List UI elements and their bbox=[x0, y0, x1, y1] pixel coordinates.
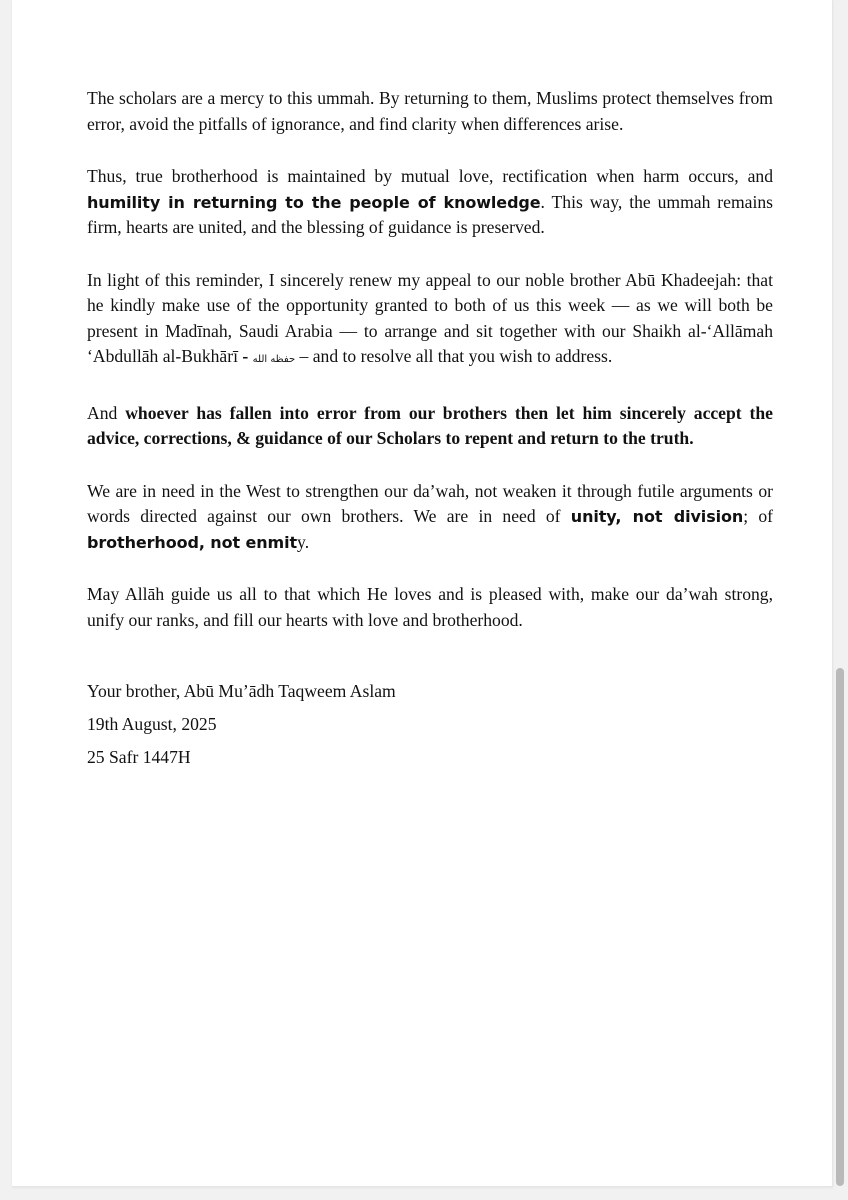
paragraph-true-brotherhood bbox=[87, 164, 773, 241]
dash-bold: - bbox=[242, 346, 253, 366]
emphasis-humility: humility in returning to the people of knowledge bbox=[87, 192, 541, 212]
signature-date-gregorian: 19th August, 2025 bbox=[87, 714, 217, 734]
paragraph-text: . This way, the ummah remains firm, hearts are united, and the blessing of guidance is preserved. bbox=[87, 191, 773, 237]
paragraph-scholars-mercy bbox=[87, 86, 773, 137]
paragraph-text: In light of this reminder, I sincerely renew my appeal to our noble brother Abū Khadeejah: that he kindly make use of the opportunity granted to both of us this week — as we will both be present in Madīnah, Saudi Arabia — to arrange and sit together with our Shaikh al-‘Allāmah ‘Abdullāh al-Bukhārī bbox=[87, 269, 773, 366]
paragraph-text: Thus, true brotherhood is maintained by mutual love, rectification when harm occurs, and bbox=[87, 166, 773, 186]
paragraph-text: We are in need in the West to strengthen our da’wah, not weaken it through futile arguments or words directed against our own brothers. We are in need of bbox=[87, 480, 773, 526]
arabic-honorific: حفظه الله bbox=[252, 354, 296, 365]
signature-name: Your brother, Abū Mu’ādh Taqweem Aslam bbox=[87, 681, 396, 701]
emphasis-brotherhood: brotherhood, not enmit bbox=[87, 532, 298, 552]
paragraph-appeal bbox=[87, 268, 773, 373]
vertical-scrollbar-thumb[interactable] bbox=[836, 668, 844, 1186]
paragraph-text: May Allāh guide us all to that which He loves and is pleased with, make our da’wah strong, unify our ranks, and fill our hearts with love and brotherhood. bbox=[87, 584, 773, 630]
paragraph-text: The scholars are a mercy to this ummah. By returning to them, Muslims protect themselves from error, avoid the pitfalls of ignorance, and find clarity when differences arise. bbox=[87, 88, 773, 134]
emphasis-repent: whoever has fallen into error from our brothers then let him sincerely accept the advice, corrections, & guidance of our Scholars to repent and return to the truth. bbox=[87, 402, 773, 448]
paragraph-dawah-west bbox=[87, 479, 773, 556]
paragraph-error-advice bbox=[87, 401, 773, 452]
document-page bbox=[12, 0, 833, 1187]
paragraph-text: ; of bbox=[743, 506, 773, 526]
signature-block bbox=[87, 679, 773, 770]
paragraph-dua bbox=[87, 582, 773, 633]
document-body bbox=[87, 86, 773, 778]
signature-date-hijri: 25 Safr 1447H bbox=[87, 747, 191, 767]
paragraph-text: – and to resolve all that you wish to address. bbox=[295, 346, 613, 366]
emphasis-unity: unity, not division bbox=[570, 507, 744, 526]
paragraph-text: And bbox=[87, 402, 126, 423]
paragraph-text: y. bbox=[297, 531, 310, 552]
